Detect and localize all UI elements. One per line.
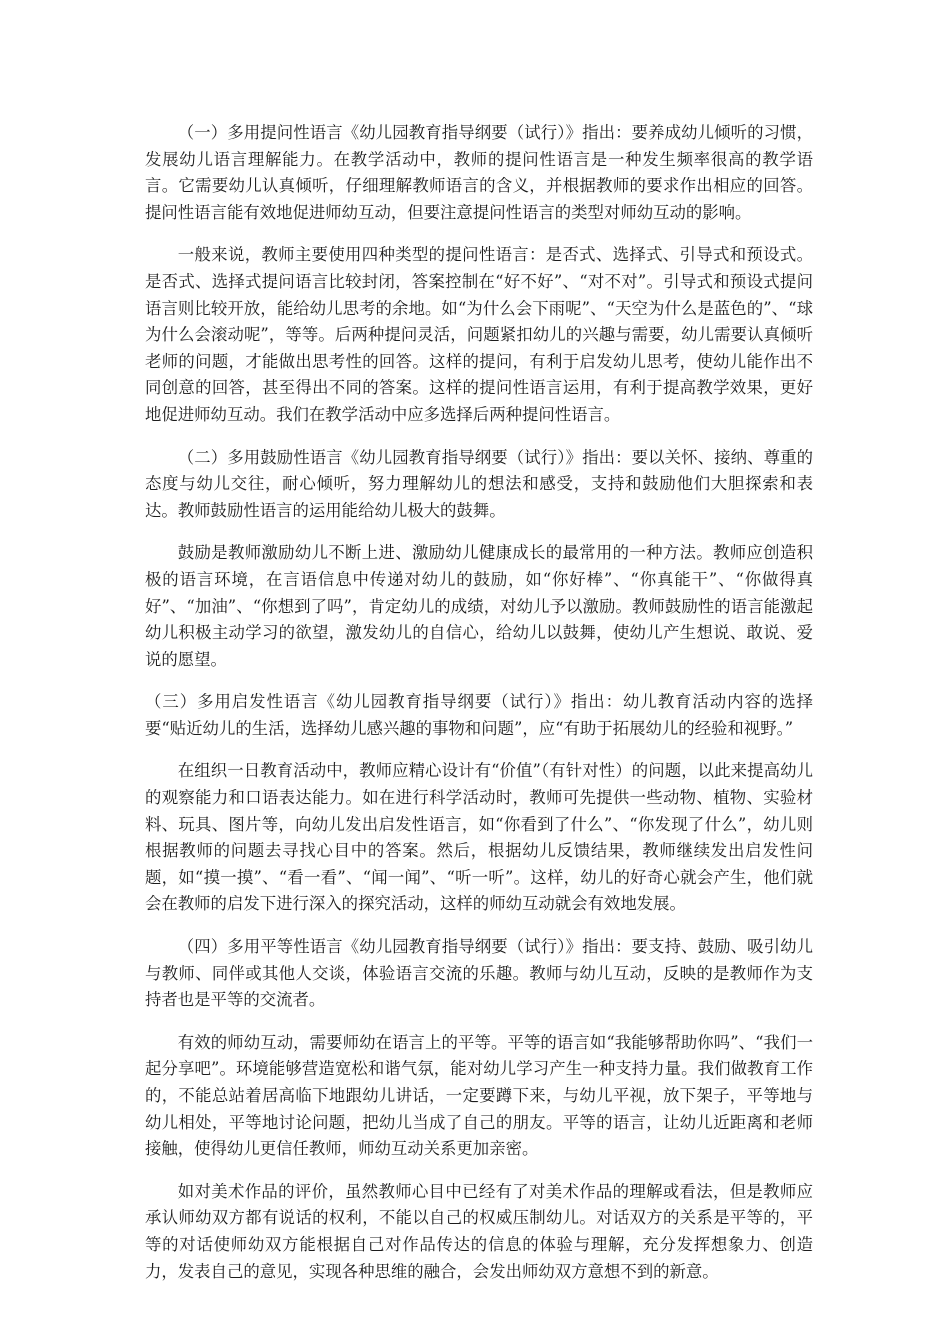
paragraph-art-evaluation: 如对美术作品的评价，虽然教师心目中已经有了对美术作品的理解或看法，但是教师应承认师幼双方都有说话的权利，不能以自己的权威压制幼儿。对话双方的关系是平等的，平等的对话使师幼双方能根据自己对作品传达的信息的体验与理解，充分发挥想象力、创造力，发表自己的意见，实现各种思维的融合，会发出师幼双方意想不到的新意。 bbox=[145, 1181, 813, 1281]
paragraph-question-types: 一般来说，教师主要使用四种类型的提问性语言：是否式、选择式、引导式和预设式。是否式、选择式提问语言比较封闭，答案控制在“好不好”、“对不对”。引导式和预设式提问语言则比较开放，能给幼儿思考的余地。如“为什么会下雨呢”、“天空为什么是蓝色的”、“球为什么会滚动呢”，等等。后两种提问灵活，问题紧扣幼儿的兴趣与需要，幼儿需要认真倾听老师的问题，才能做出思考性的回答。这样的提问，有利于启发幼儿思考，使幼儿能作出不同创意的回答，甚至得出不同的答案。这样的提问性语言运用，有利于提高教学效果，更好地促进师幼互动。我们在教学活动中应多选择后两种提问性语言。 bbox=[145, 245, 813, 424]
paragraph-encouragement-method: 鼓励是教师激励幼儿不断上进、激励幼儿健康成长的最常用的一种方法。教师应创造积极的语言环境，在言语信息中传递对幼儿的鼓励，如“你好棒”、“你真能干”、“你做得真好”、“加油”、“你想到了吗”，肯定幼儿的成绩，对幼儿予以激励。教师鼓励性的语言能激起幼儿积极主动学习的欲望，激发幼儿的自信心，给幼儿以鼓舞，使幼儿产生想说、敢说、爱说的愿望。 bbox=[145, 543, 813, 669]
document-body bbox=[145, 120, 813, 1301]
paragraph-effective-interaction: 有效的师幼互动，需要师幼在语言上的平等。平等的语言如“我能够帮助你吗”、“我们一起分享吧”。环境能够营造宽松和谐气氛，能对幼儿学习产生一种支持力量。我们做教育工作的，不能总站着居高临下地跟幼儿讲话，一定要蹲下来，与幼儿平视，放下架子，平等地与幼儿相处，平等地讨论问题，把幼儿当成了自己的朋友。平等的语言，让幼儿近距离和老师接触，使得幼儿更信任教师，师幼互动关系更加亲密。 bbox=[145, 1032, 813, 1159]
paragraph-equal-language: （四）多用平等性语言《幼儿园教育指导纲要（试行）》指出：要支持、鼓励、吸引幼儿与教师、同伴或其他人交谈，体验语言交流的乐趣。教师与幼儿互动，反映的是教师作为支持者也是平等的交流者。 bbox=[145, 937, 813, 1010]
paragraph-daily-activities: 在组织一日教育活动中，教师应精心设计有“价值”（有针对性）的问题，以此来提高幼儿的观察能力和口语表达能力。如在进行科学活动时，教师可先提供一些动物、植物、实验材料、玩具、图片等，向幼儿发出启发性语言，如“你看到了什么”、“你发现了什么”，幼儿则根据教师的问题去寻找心目中的答案。然后，根据幼儿反馈结果，教师继续发出启发性问题，如“摸一摸”、“看一看”、“闻一闻”、“听一听”。这样，幼儿的好奇心就会产生，他们就会在教师的启发下进行深入的探究活动，这样的师幼互动就会有效地发展。 bbox=[145, 761, 813, 914]
paragraph-questioning-language: （一）多用提问性语言《幼儿园教育指导纲要（试行）》指出：要养成幼儿倾听的习惯，发展幼儿语言理解能力。在教学活动中，教师的提问性语言是一种发生频率很高的教学语言。它需要幼儿认真倾听，仔细理解教师语言的含义，并根据教师的要求作出相应的回答。提问性语言能有效地促进师幼互动，但要注意提问性语言的类型对师幼互动的影响。 bbox=[145, 123, 813, 222]
paragraph-inspiring-language: （三）多用启发性语言《幼儿园教育指导纲要（试行）》指出：幼儿教育活动内容的选择要“贴近幼儿的生活，选择幼儿感兴趣的事物和问题”，应“有助于拓展幼儿的经验和视野。” bbox=[145, 692, 813, 738]
paragraph-encouraging-language: （二）多用鼓励性语言《幼儿园教育指导纲要（试行）》指出：要以关怀、接纳、尊重的态度与幼儿交往，耐心倾听，努力理解幼儿的想法和感受，支持和鼓励他们大胆探索和表达。教师鼓励性语言的运用能给幼儿极大的鼓舞。 bbox=[145, 447, 813, 520]
